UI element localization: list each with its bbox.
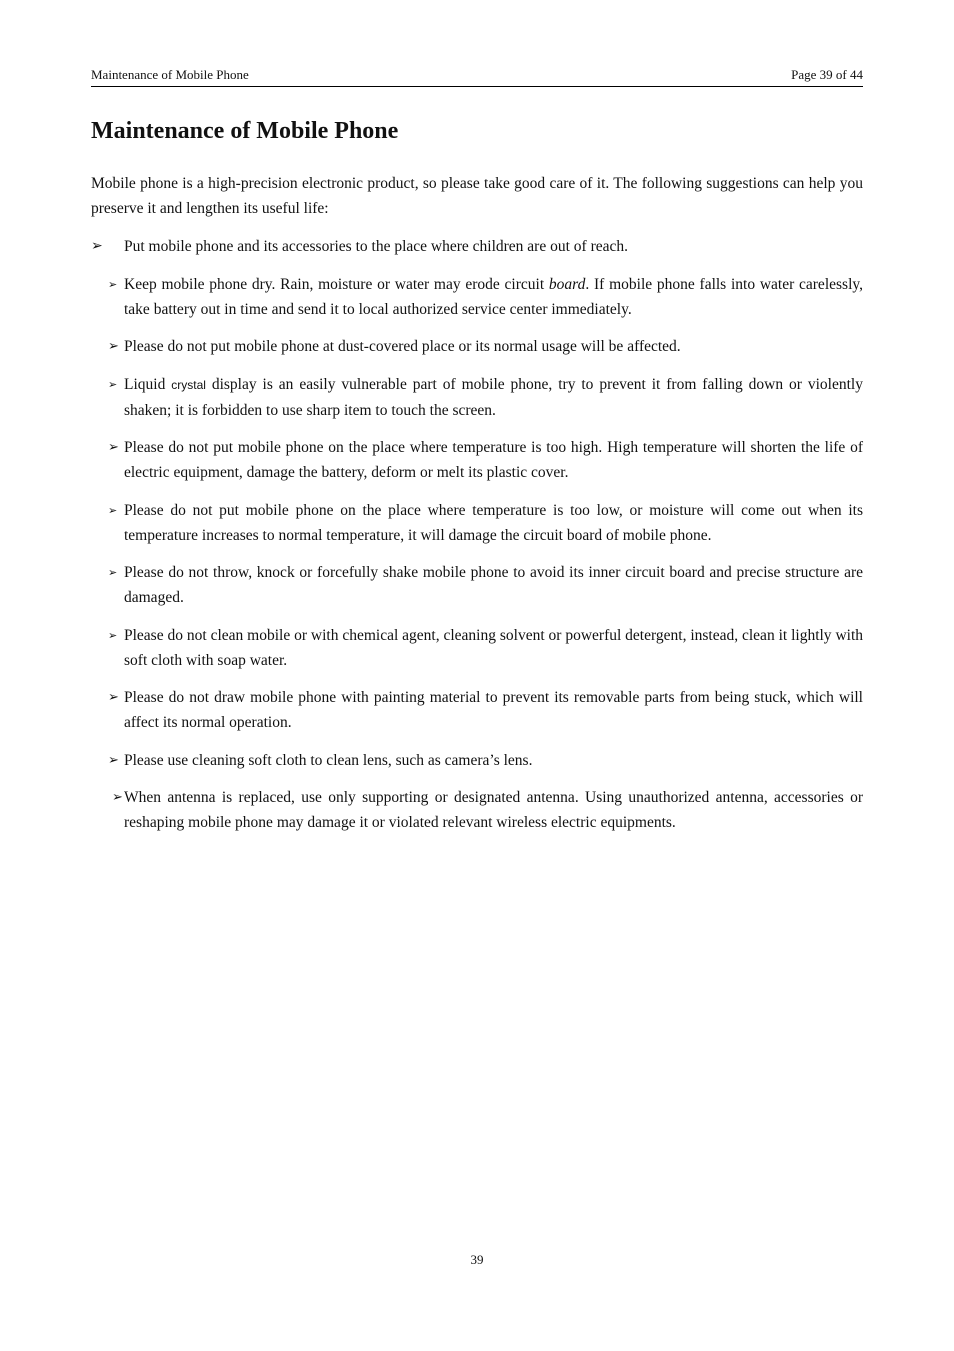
page-header [91, 67, 863, 87]
arrow-bullet-icon: ➢ [108, 440, 119, 455]
list-item-text: Please do not put mobile phone on the place where temperature is too low, or moisture will come out when its temperature increases to normal temperature, it will damage the circuit board of mobile phone. [124, 501, 863, 544]
arrow-bullet-icon: ➢ [108, 277, 118, 291]
list-item [91, 234, 863, 259]
arrow-bullet-icon: ➢ [108, 628, 118, 642]
arrow-bullet-icon: ➢ [108, 377, 118, 391]
header-title: Maintenance of Mobile Phone [91, 67, 249, 82]
arrow-bullet-icon: ➢ [108, 503, 118, 517]
small-font-word: crystal [171, 377, 206, 392]
list-item [91, 498, 863, 548]
list-item-text: Please use cleaning soft cloth to clean lens, such as camera’s lens. [124, 751, 533, 769]
header-page-indicator: Page 39 of 44 [791, 67, 863, 82]
suggestion-list [91, 234, 863, 848]
list-item [91, 272, 863, 322]
list-item [91, 334, 863, 359]
list-item [91, 785, 863, 835]
list-item-text: Please do not draw mobile phone with painting material to prevent its removable parts from being stuck, which will affect its normal operation. [124, 689, 863, 731]
list-item-text: Please do not clean mobile or with chemical agent, cleaning solvent or powerful detergent, instead, clean it lightly with soft cloth with soap water. [124, 626, 863, 669]
arrow-bullet-icon: ➢ [108, 690, 119, 705]
list-item [91, 372, 863, 423]
arrow-bullet-icon: ➢ [112, 790, 123, 805]
list-item-text: Please do not throw, knock or forcefully shake mobile phone to avoid its inner circuit board and precise structure are damaged. [124, 564, 863, 606]
emphasis-word: board [548, 275, 586, 293]
page-number: 39 [470, 1252, 484, 1267]
list-item-text: Put mobile phone and its accessories to the place where children are out of reach. [124, 238, 628, 255]
list-item [91, 560, 863, 610]
list-item-text: When antenna is replaced, use only supporting or designated antenna. Using unauthorized antenna, accessories or reshaping mobile phone may damage it or violated relevant wireless electric equipments. [124, 789, 863, 831]
list-item [91, 685, 863, 735]
arrow-bullet-icon: ➢ [108, 339, 119, 354]
list-item [91, 623, 863, 673]
intro-paragraph: Mobile phone is a high-precision electronic product, so please take good care of it. The following suggestions can help you preserve it and lengthen its useful life: [91, 175, 863, 217]
list-item-text: Keep mobile phone dry. Rain, moisture or water may erode circuit board. If mobile phone falls into water carelessly, take battery out in time and send it to local authorized service center immediately. [124, 275, 863, 318]
list-item [91, 435, 863, 485]
list-item [91, 748, 863, 773]
list-item-text: Please do not put mobile phone at dust-covered place or its normal usage will be affected. [124, 338, 681, 355]
list-item-text: Please do not put mobile phone on the place where temperature is too high. High temperature will shorten the life of electric equipment, damage the battery, deform or melt its plastic cover. [124, 439, 863, 481]
page-title: Maintenance of Mobile Phone [91, 118, 399, 144]
arrow-bullet-icon: ➢ [108, 752, 119, 768]
list-item-text: Liquid crystal display is an easily vulnerable part of mobile phone, try to prevent it from falling down or violently shaken; it is forbidden to use sharp item to touch the screen. [124, 375, 863, 419]
arrow-bullet-icon: ➢ [108, 566, 118, 579]
arrow-bullet-icon: ➢ [91, 238, 103, 254]
